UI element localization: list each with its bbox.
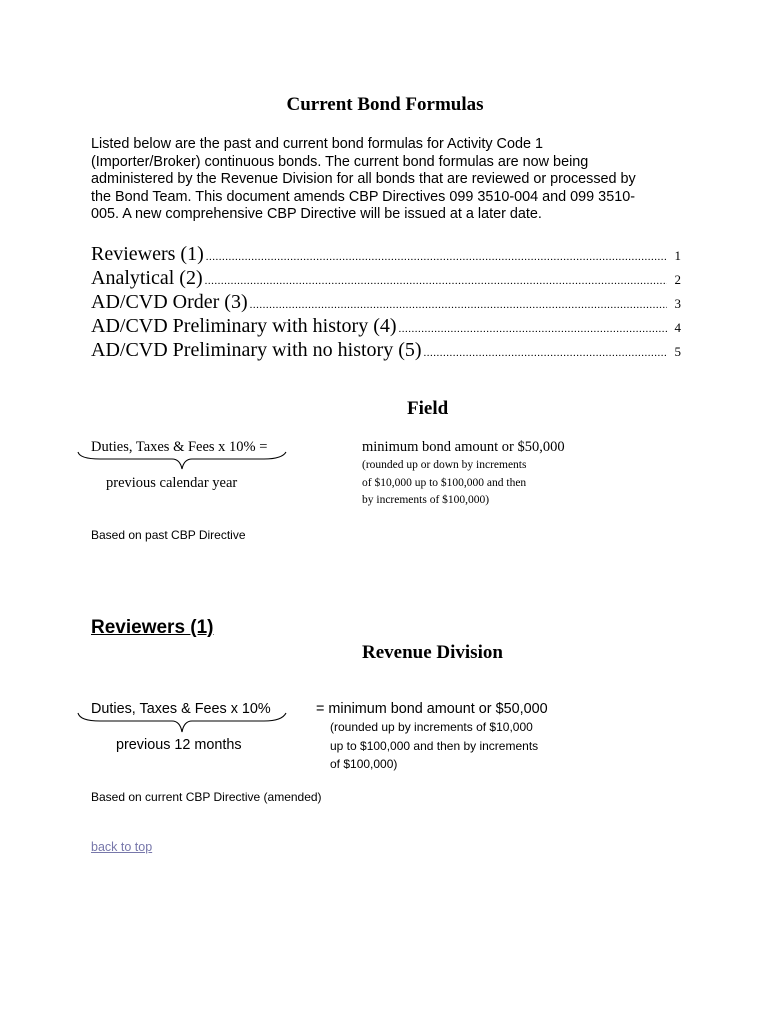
field-note-line: (rounded up or down by increments (362, 459, 527, 471)
toc-leader (205, 269, 667, 293)
reviewers-heading: Reviewers (1) (91, 617, 214, 638)
intro-line: administered by the Revenue Division for all bonds that are reviewed or processed by (91, 171, 636, 187)
field-note-line: by increments of $100,000) (362, 494, 490, 506)
field-note-line: of $10,000 up to $100,000 and then (362, 477, 527, 489)
toc-label: Reviewers (1) (91, 243, 204, 265)
intro-line: 005. A new comprehensive CBP Directive will be issued at a later date. (91, 206, 542, 222)
toc-label: Analytical (2) (91, 267, 203, 289)
toc-item-adcvd-preliminary-history[interactable] (91, 314, 681, 338)
toc-page-number: 1 (674, 248, 681, 263)
toc-item-analytical[interactable] (91, 266, 681, 290)
document-title: Current Bond Formulas (286, 94, 484, 115)
toc-item-adcvd-preliminary-no-history[interactable] (91, 338, 681, 362)
toc-page-number: 3 (674, 296, 681, 311)
field-result: minimum bond amount or $50,000 (362, 439, 565, 455)
intro-line: (Importer/Broker) continuous bonds. The current bond formulas are now being (91, 153, 589, 170)
revenue-division-heading: Revenue Division (362, 642, 503, 663)
reviewers-formula: Duties, Taxes & Fees x 10% (91, 701, 271, 717)
brace-icon (76, 451, 288, 473)
brace-icon (76, 712, 288, 736)
field-heading: Field (407, 398, 449, 419)
reviewers-note-line: up to $100,000 and then by increments (330, 739, 539, 753)
intro-paragraph (91, 136, 691, 224)
reviewers-basis: Based on current CBP Directive (amended) (91, 790, 322, 804)
toc-leader (424, 341, 667, 365)
back-to-top-link[interactable]: back to top (91, 840, 153, 854)
field-formula: Duties, Taxes & Fees x 10% = (91, 439, 268, 455)
toc-page-number: 5 (674, 344, 681, 359)
toc-item-reviewers[interactable] (91, 242, 681, 266)
table-of-contents (91, 242, 681, 362)
toc-page-number: 2 (674, 272, 681, 287)
reviewers-note-line: (rounded up by increments of $10,000 (330, 720, 533, 734)
reviewers-result: = minimum bond amount or $50,000 (316, 701, 548, 717)
field-period: previous calendar year (106, 475, 238, 491)
reviewers-note-line: of $100,000) (330, 757, 398, 771)
toc-label: AD/CVD Order (3) (91, 291, 248, 313)
field-basis: Based on past CBP Directive (91, 528, 246, 542)
toc-label: AD/CVD Preliminary with history (4) (91, 315, 397, 337)
toc-label: AD/CVD Preliminary with no history (5) (91, 339, 422, 361)
intro-line: Listed below are the past and current bond formulas for Activity Code 1 (91, 136, 543, 152)
reviewers-period: previous 12 months (116, 737, 242, 753)
toc-leader (399, 317, 667, 341)
toc-leader (206, 245, 667, 269)
intro-line: the Bond Team. This document amends CBP Directives 099 3510-004 and 099 3510- (91, 188, 635, 205)
toc-page-number: 4 (674, 320, 681, 335)
toc-item-adcvd-order[interactable] (91, 290, 681, 314)
